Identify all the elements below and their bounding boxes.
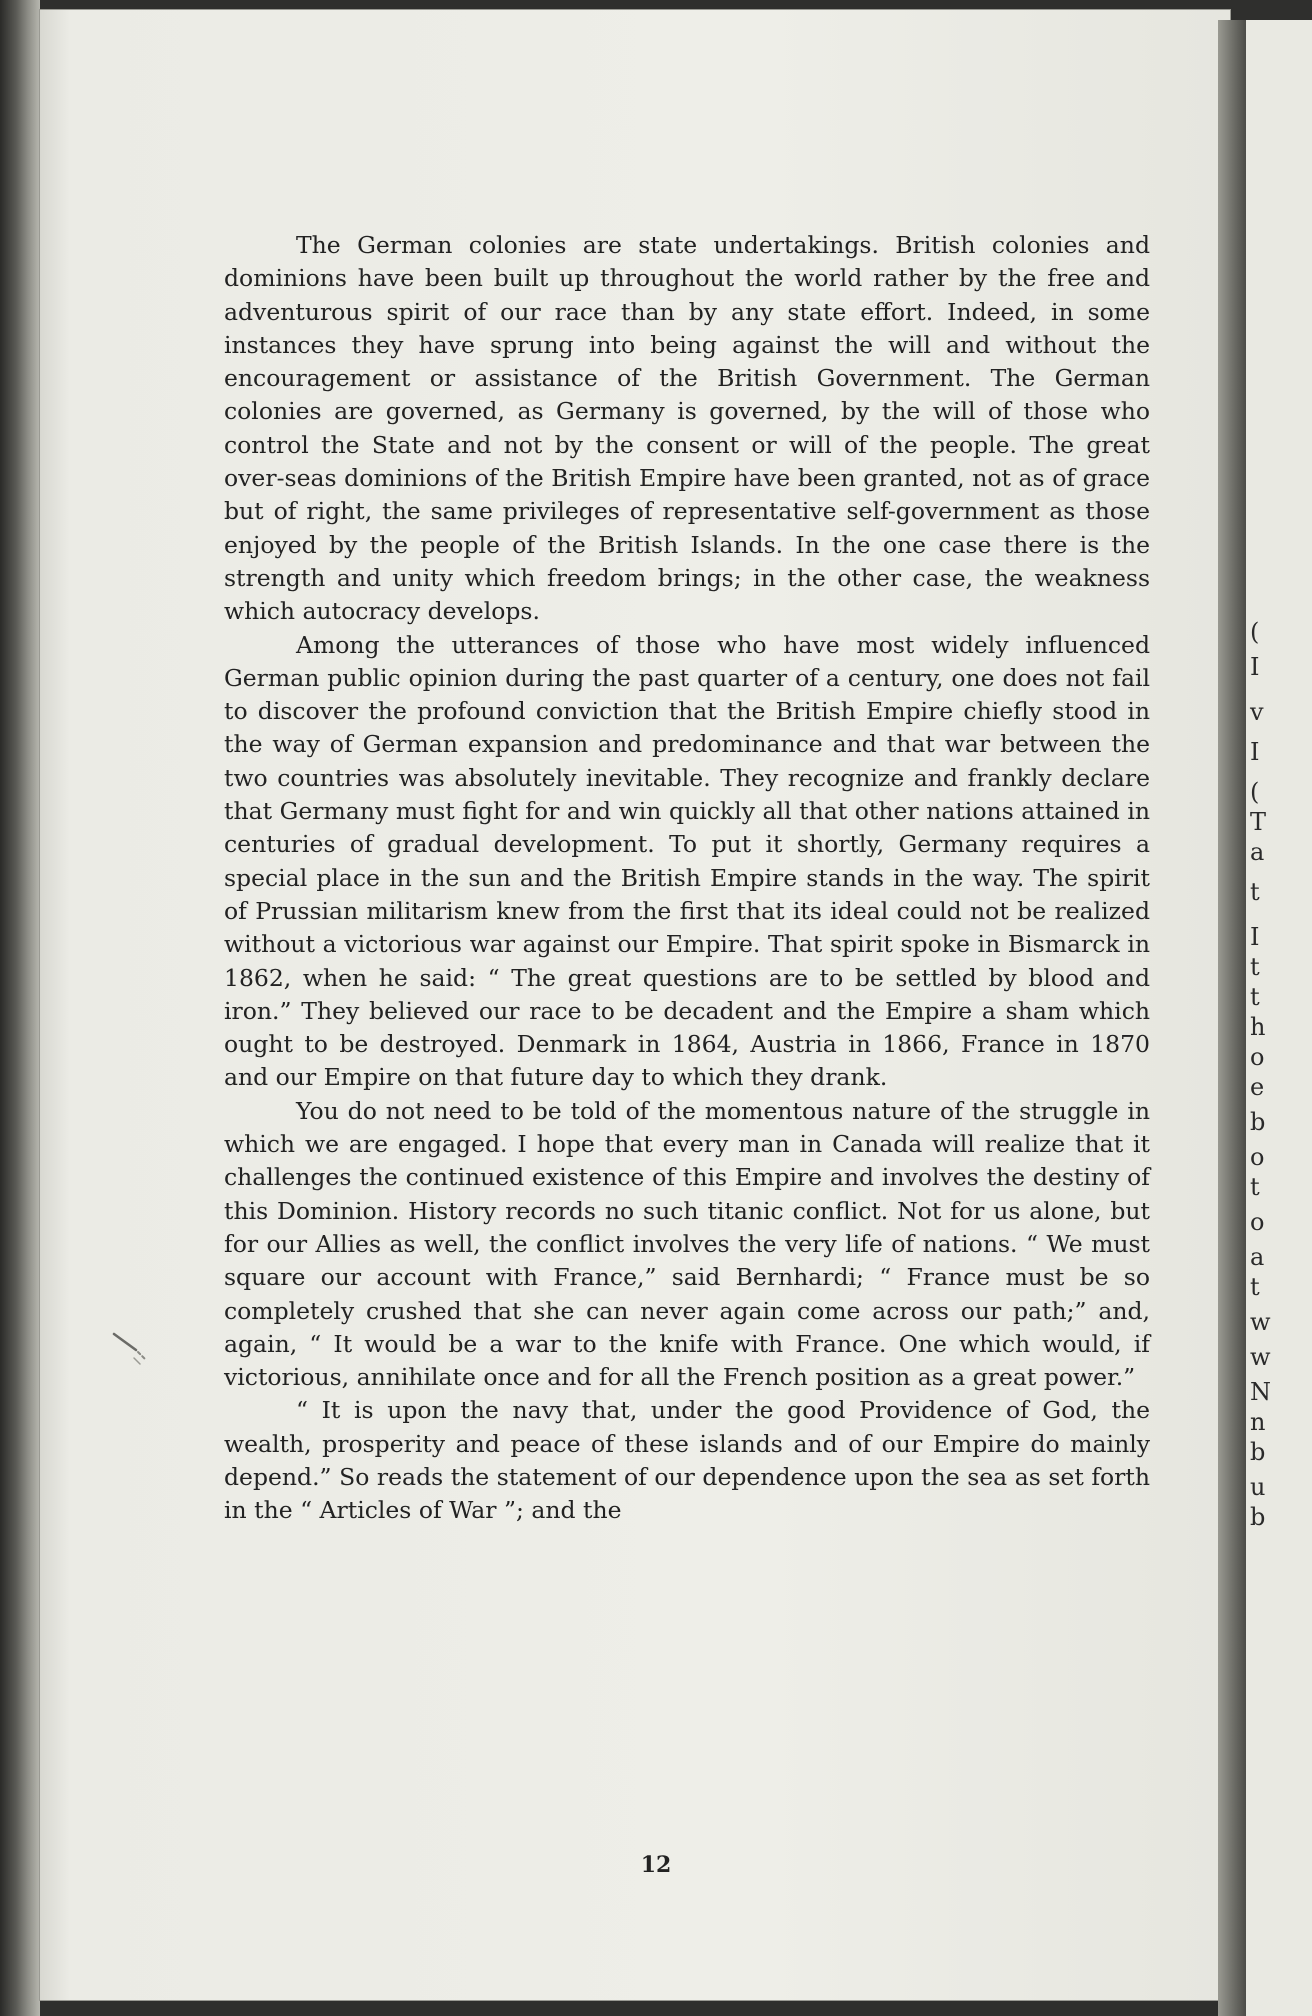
adjacent-page-letter: I	[1250, 653, 1260, 681]
page-gutter	[1218, 20, 1246, 2016]
adjacent-page-letter: b	[1250, 1108, 1266, 1136]
adjacent-page-letter: u	[1250, 1473, 1266, 1501]
adjacent-page-letter: (	[1250, 778, 1260, 806]
adjacent-page-letter: v	[1250, 698, 1264, 726]
body-text	[224, 229, 1150, 1528]
paragraph-navy: “ It is upon the navy that, under the good Providence of God, the wealth, prosperity and peace of these islands and of our Empire do mainly depend.” So reads the statement of our dependence upon the sea as set forth in the “ Articles of War ”; and the	[224, 1396, 1150, 1525]
adjacent-page-letter: o	[1250, 1208, 1265, 1236]
adjacent-page-letter: N	[1250, 1378, 1271, 1406]
adjacent-page-letter: o	[1250, 1043, 1265, 1071]
adjacent-page-letter: t	[1250, 878, 1260, 906]
adjacent-page-letter: I	[1250, 738, 1260, 766]
adjacent-page-letter: T	[1250, 808, 1267, 836]
binding-edge	[0, 0, 40, 2016]
adjacent-page-fragment	[1246, 20, 1312, 2016]
paragraph-utterances: Among the utterances of those who have most widely influenced German public opinion during the past quarter of a century, one does not fail to discover the profound conviction that the British Empire chiefly stood in the way of German expansion and predominance and that war between the two countries was absolutely inevitable. They recognize and frankly declare that Germany must fight for and win quickly all that other nations attained in centuries of gradual development. To put it shortly, Germany requires a special place in the sun and the British Empire stands in the way. The spirit of Prussian militarism knew from the first that its ideal could not be realized without a victorious war against our Empire. That spirit spoke in Bismarck in 1862, when he said: “ The great questions are to be settled by blood and iron.” They believed our race to be decadent and the Empire a sham which ought to be destroyed. Denmark in 1864, Austria in 1866, France in 1870 and our Empire on that future day to which they drank.	[224, 630, 1150, 1092]
adjacent-page-letter: (	[1250, 618, 1260, 646]
paragraph-colonies: The German colonies are state undertakings. British colonies and dominions have been built up throughout the world rather by the free and adventurous spirit of our race than by any state effort. Indeed, in some instances they have sprung into being against the will and without the encouragement or assistance of the British Government. The German colonies are governed, as Germany is governed, by the will of those who control the State and not by the consent or will of the people. The great over-seas dominions of the British Empire have been granted, not as of grace but of right, the same privileges of representative self-government as those enjoyed by the people of the British Islands. In the one case there is the strength and unity which freedom brings; in the other case, the weakness which autocracy develops.	[224, 231, 1150, 626]
adjacent-page-letter: t	[1250, 983, 1260, 1011]
adjacent-page-letter: h	[1250, 1013, 1266, 1041]
adjacent-page-letter: a	[1250, 838, 1265, 866]
adjacent-page-letter: b	[1250, 1438, 1266, 1466]
adjacent-page-letter: w	[1250, 1308, 1271, 1336]
adjacent-page-letter: b	[1250, 1503, 1266, 1531]
adjacent-page-letter: t	[1250, 953, 1260, 981]
adjacent-page-letter: w	[1250, 1343, 1271, 1371]
adjacent-page-letter: t	[1250, 1273, 1260, 1301]
adjacent-page-letter: e	[1250, 1073, 1265, 1101]
adjacent-page-letter: t	[1250, 1173, 1260, 1201]
adjacent-page-letter: n	[1250, 1408, 1266, 1436]
page-number: 12	[640, 1852, 672, 1878]
adjacent-page-letter: o	[1250, 1143, 1265, 1171]
pencil-mark-icon	[110, 1328, 156, 1368]
paragraph-struggle: You do not need to be told of the momentous nature of the struggle in which we are engaged. I hope that every man in Canada will realize that it challenges the continued existence of this Empire and involves the destiny of this Dominion. History records no such titanic conflict. Not for us alone, but for our Allies as well, the conflict involves the very life of nations. “ We must square our account with France,” said Bernhardi; “ France must be so completely crushed that she can never again come across our path;” and, again, “ It would be a war to the knife with France. One which would, if victorious, annihilate once and for all the French position as a great power.”	[224, 1096, 1150, 1392]
adjacent-page-letter: a	[1250, 1243, 1265, 1271]
adjacent-page-letter: I	[1250, 923, 1260, 951]
